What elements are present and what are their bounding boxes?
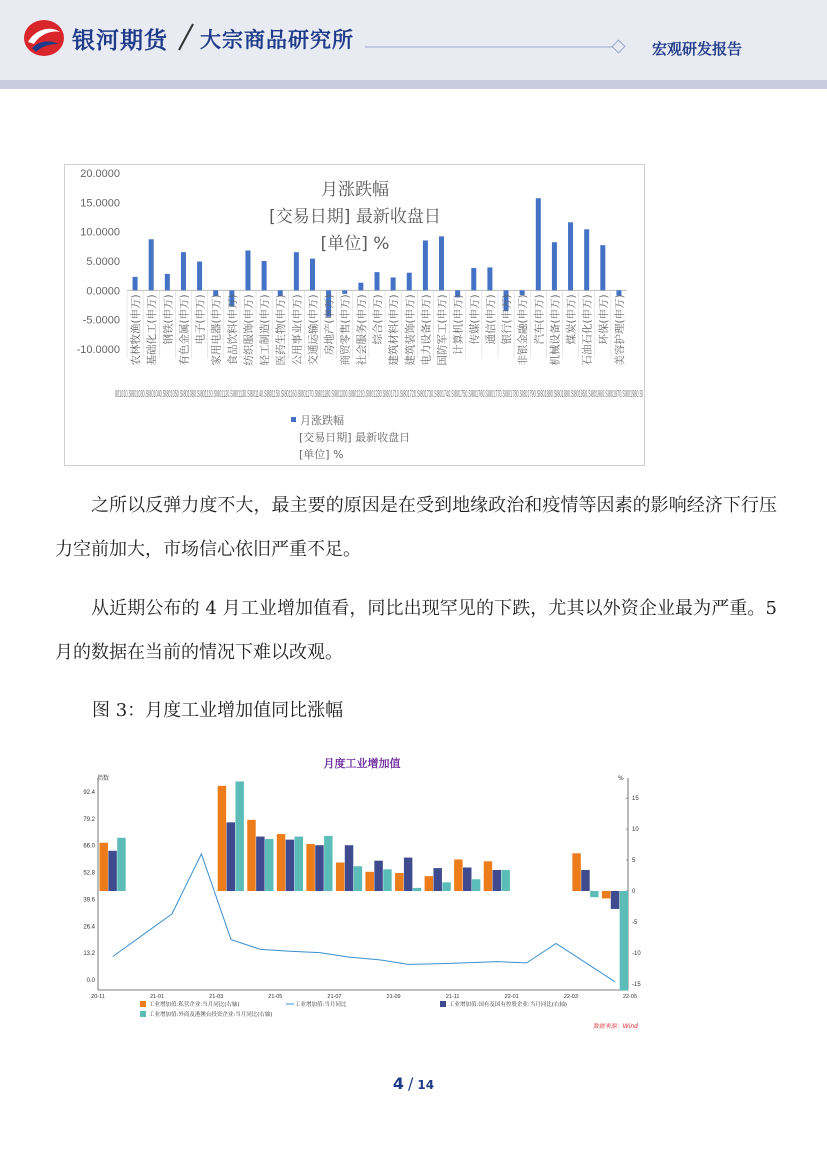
category-label: 基础化工(申万)	[146, 294, 159, 366]
bar	[365, 872, 373, 891]
bar	[442, 882, 450, 891]
bar	[286, 840, 294, 891]
category-label: 社会服务(申万)	[355, 294, 368, 366]
bar	[315, 845, 323, 891]
category-label: 汽车(申万)	[533, 294, 546, 345]
bar	[294, 252, 299, 290]
code-labels-row: 801010.SI801030.SI801040.SI801050.SI801080.SI801110.SI801120.SI801130.SI801140.SI801150.SI801160.SI801170.SI801180.SI801200.SI801210.SI801230.SI801710.SI801720.SI801730.SI801740.SI801750.SI801760.SI801770.SI801780.SI801790.SI801880.SI801890.SI801950.SI801960.SI801970.SI801980.SI	[115, 388, 643, 400]
x-tick-label: 21-07	[327, 994, 342, 1000]
bar	[493, 870, 501, 891]
legend-line: [单位] %	[299, 448, 344, 461]
left-tick-label: 66.0	[83, 843, 95, 850]
bar	[552, 242, 557, 290]
line-series	[113, 854, 615, 982]
legend-label: 工业增加值:私营企业:当月同比(右轴)	[149, 1002, 240, 1008]
bar	[536, 198, 541, 290]
left-tick-label: 79.2	[83, 816, 95, 823]
bar	[581, 870, 589, 891]
left-tick-label: 26.4	[83, 924, 95, 931]
category-label: 医药生物(申万)	[275, 294, 288, 366]
bar	[358, 283, 363, 291]
bar	[265, 839, 273, 891]
bar	[336, 863, 344, 891]
bar	[181, 252, 186, 290]
legend-label: 工业增加值:国有及国有控股企业:当月同比(右轴)	[449, 1002, 567, 1008]
category-label: 农林牧渔(申万)	[130, 294, 143, 366]
chart-title-line: [单位] %	[320, 234, 390, 254]
x-tick-label: 22-03	[563, 994, 578, 1000]
x-tick-label: 21-01	[150, 994, 165, 1000]
bar	[471, 268, 476, 290]
bar	[620, 891, 628, 991]
bar	[117, 838, 125, 891]
bar	[108, 851, 116, 891]
bar	[165, 274, 170, 290]
page-header	[0, 0, 827, 80]
report-type-label: 宏观研发报告	[652, 40, 743, 58]
bar	[218, 786, 226, 891]
bar	[256, 837, 264, 891]
legend-swatch	[291, 417, 296, 422]
legend-swatch	[140, 1011, 146, 1017]
legend-swatch	[440, 1001, 446, 1007]
category-label: 石油石化(申万)	[581, 294, 594, 366]
right-tick-label: -5	[632, 919, 638, 926]
right-axis-unit: %	[618, 775, 624, 782]
brand-slash-divider	[175, 22, 197, 52]
left-tick-label: 13.2	[83, 951, 95, 958]
bar	[306, 844, 314, 891]
bar	[484, 861, 492, 891]
category-label: 建筑装饰(申万)	[404, 294, 417, 366]
category-label: 通信(申万)	[484, 294, 497, 345]
category-label: 国防军工(申万)	[436, 294, 449, 366]
bar	[472, 879, 480, 891]
right-tick-label: 10	[632, 827, 639, 834]
bar	[374, 861, 382, 891]
legend-line: 月涨跌幅	[300, 414, 344, 427]
bar	[611, 891, 619, 909]
legend-label: 工业增加值:当月同比	[295, 1002, 347, 1008]
y-tick-label: 5.0000	[86, 256, 120, 268]
x-tick-label: 21-11	[445, 994, 460, 1000]
category-label: 银行(申万)	[501, 294, 514, 345]
left-tick-label: 39.6	[83, 897, 95, 904]
category-label: 公用事业(申万)	[291, 294, 304, 366]
category-label: 轻工制造(申万)	[259, 294, 272, 366]
bar	[295, 837, 303, 891]
right-tick-label: 15	[632, 796, 639, 803]
y-tick-label: 15.0000	[80, 197, 120, 210]
right-tick-label: -10	[632, 950, 641, 957]
bar	[425, 876, 433, 891]
page-total: 14	[417, 1078, 435, 1092]
bar	[247, 820, 255, 891]
figure-3-caption: 图 3：月度工业增加值同比涨幅	[92, 700, 344, 721]
bar	[584, 229, 589, 290]
x-tick-label: 20-11	[91, 994, 105, 1000]
bar	[501, 870, 509, 891]
bar	[197, 262, 202, 291]
bar	[423, 240, 428, 290]
page-current: 4	[392, 1074, 405, 1093]
legend-swatch	[140, 1001, 146, 1007]
bar	[391, 277, 396, 290]
paragraph-industrial-value: 从近期公布的 4 月工业增加值看，同比出现罕见的下跌，尤其以外资企业最为严重。5 月的数据在当前的情况下难以改观。	[55, 598, 777, 663]
page-number	[0, 1074, 827, 1093]
page-separator: /	[408, 1074, 414, 1093]
left-tick-label: 52.8	[83, 870, 95, 877]
category-label: 美容护理(申万)	[613, 294, 626, 366]
category-label: 电力设备(申万)	[420, 294, 433, 366]
header-decor-line	[365, 40, 627, 54]
category-label: 机械设备(申万)	[549, 294, 562, 366]
sector-chart-svg	[65, 165, 644, 465]
category-label: 建筑材料(申万)	[388, 294, 401, 366]
category-label: 商贸零售(申万)	[339, 294, 352, 366]
category-label: 计算机(申万)	[452, 294, 465, 356]
bar	[383, 869, 391, 891]
bar	[439, 236, 444, 290]
bar	[342, 290, 347, 294]
bar	[277, 834, 285, 891]
industrial-value-added-chart	[83, 752, 641, 1037]
category-label: 煤炭(申万)	[565, 294, 578, 345]
chart-title-line: [交易日期] 最新收盘日	[269, 207, 441, 227]
y-tick-label: 10.0000	[80, 226, 120, 239]
x-tick-label: 21-09	[386, 994, 401, 1000]
bar	[407, 273, 412, 291]
y-tick-label: 0.0000	[86, 285, 120, 298]
x-tick-label: 21-03	[209, 994, 224, 1000]
brand-name: 银河期货	[72, 28, 168, 54]
right-tick-label: -15	[632, 981, 641, 988]
institute-name: 大宗商品研究所	[200, 28, 354, 52]
category-label: 食品饮料(申万)	[226, 294, 239, 366]
legend-line: [交易日期] 最新收盘日	[299, 431, 411, 444]
header-divider-bar	[0, 80, 827, 89]
galaxy-futures-logo-icon	[22, 18, 66, 58]
y-tick-label: 20.0000	[80, 168, 120, 180]
bar	[404, 858, 412, 891]
industrial-chart-svg	[83, 752, 641, 1037]
bar	[487, 267, 492, 290]
sector-monthly-change-chart	[64, 164, 645, 466]
bar	[463, 867, 471, 891]
bar	[375, 272, 380, 290]
bar	[520, 290, 525, 295]
category-label: 家用电器(申万)	[210, 294, 223, 366]
category-label: 电子(申万)	[194, 294, 207, 345]
category-label: 纺织服饰(申万)	[242, 294, 255, 366]
x-tick-label: 22-05	[622, 994, 638, 1000]
left-axis-unit: 指数	[97, 775, 110, 782]
right-tick-label: 5	[632, 858, 636, 865]
category-label: 传媒(申万)	[468, 294, 481, 345]
left-tick-label: 92.4	[83, 790, 95, 796]
bar	[572, 853, 580, 891]
chart-title: 月度工业增加值	[323, 757, 401, 770]
bar	[354, 866, 362, 891]
bar	[433, 868, 441, 891]
left-tick-label: 0.0	[86, 978, 95, 984]
legend-label: 工业增加值:外商及港澳台投资企业:当月同比(右轴)	[149, 1012, 273, 1018]
category-label: 有色金属(申万)	[178, 294, 191, 366]
bar	[602, 891, 610, 898]
bar	[590, 891, 598, 897]
paragraph-rebound-reason: 之所以反弹力度不大，最主要的原因是在受到地缘政治和疫情等因素的影响经济下行压力空前加大，市场信心依旧严重不足。	[55, 495, 777, 560]
right-tick-label: 0	[632, 889, 636, 895]
bar	[395, 873, 403, 891]
bar	[99, 843, 107, 891]
category-label: 交通运输(申万)	[307, 294, 320, 366]
category-label: 环保(申万)	[597, 294, 610, 345]
bar	[227, 822, 235, 891]
bar	[600, 245, 605, 290]
bar	[454, 859, 462, 891]
category-label: 钢铁(申万)	[162, 294, 175, 345]
x-tick-label: 21-05	[268, 994, 283, 1000]
chart-title-line: 月涨跌幅	[321, 180, 389, 200]
bar	[245, 250, 250, 290]
category-label: 房地产(申万)	[323, 294, 336, 356]
y-tick-label: -5.0000	[82, 314, 120, 327]
category-label: 非银金融(申万)	[517, 294, 530, 366]
bar	[324, 836, 332, 891]
bar	[149, 239, 154, 290]
x-tick-label: 22-01	[504, 994, 519, 1000]
bar	[413, 888, 421, 891]
bar	[568, 222, 573, 290]
y-tick-label: -10.0000	[76, 344, 120, 356]
bar	[133, 277, 138, 290]
data-source-note: 数据来源：Wind	[592, 1023, 638, 1030]
bar	[310, 259, 315, 291]
category-label: 综合(申万)	[372, 294, 384, 345]
bar	[235, 781, 243, 891]
bar	[262, 261, 267, 290]
bar	[345, 845, 353, 891]
